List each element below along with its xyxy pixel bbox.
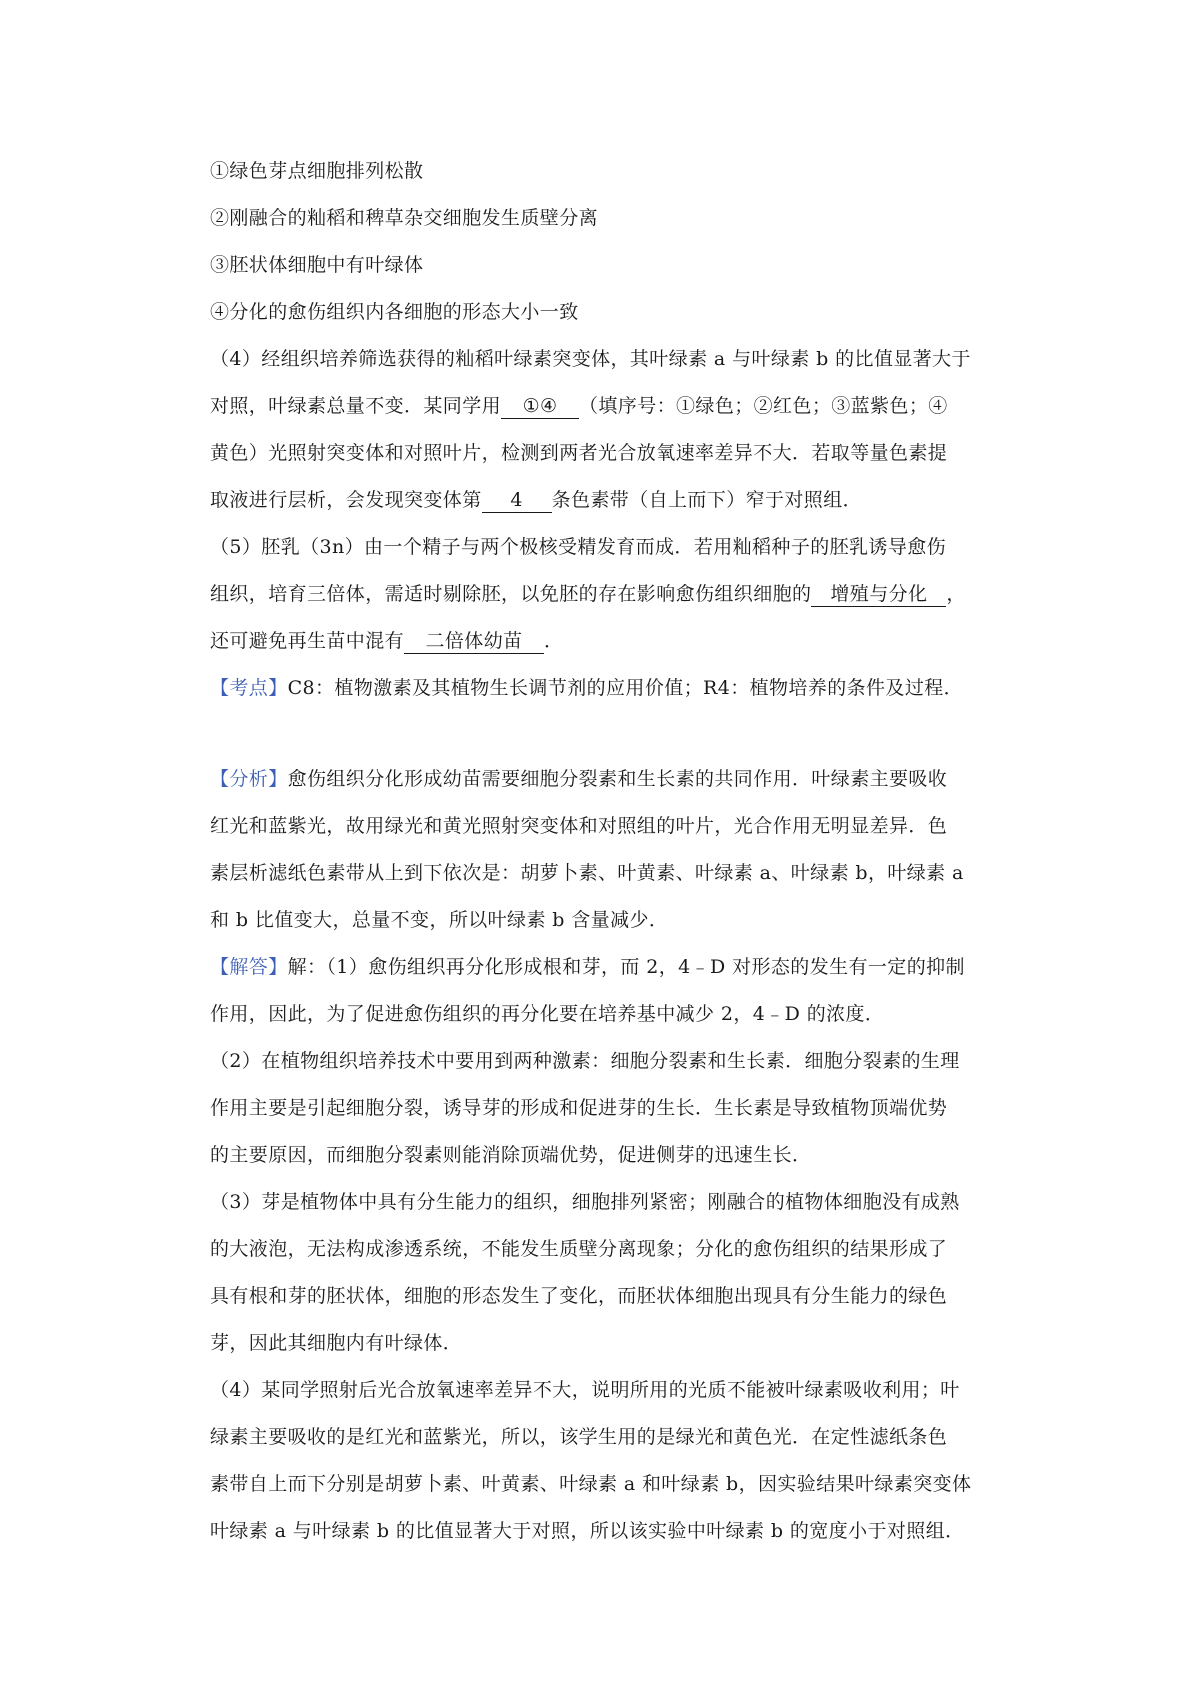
fenxi-line-1	[210, 756, 1020, 803]
answer-blank-2: 4	[482, 488, 552, 513]
jieda-p3-line-3: 具有根和芽的胚状体，细胞的形态发生了变化，而胚状体细胞出现具有分生能力的绿色	[210, 1285, 948, 1307]
jieda-p4-line-1: （4）某同学照射后光合放氧速率差异不大，说明所用的光质不能被叶绿素吸收利用；叶	[210, 1379, 960, 1401]
jieda-p3-line-2: 的大液泡，无法构成渗透系统，不能发生质壁分离现象；分化的愈伤组织的结果形成了	[210, 1238, 948, 1260]
q4-line-4-pre: 取液进行层析，会发现突变体第	[210, 489, 482, 511]
jieda-p2-line-3: 的主要原因，而细胞分裂素则能消除顶端优势，促进侧芽的迅速生长．	[210, 1144, 812, 1166]
q4-line-4	[210, 477, 1020, 524]
kaodian-tag: 【考点】	[210, 677, 288, 699]
fenxi-line-2: 红光和蓝紫光，故用绿光和黄光照射突变体和对照组的叶片，光合作用无明显差异．色	[210, 815, 948, 837]
q4-line-2-pre: 对照，叶绿素总量不变．某同学用	[210, 395, 502, 417]
q4-line-3: 黄色）光照射突变体和对照叶片，检测到两者光合放氧速率差异不大．若取等量色素提	[210, 442, 948, 464]
jieda-p3-line-1: （3）芽是植物体中具有分生能力的组织，细胞排列紧密；刚融合的植物体细胞没有成熟	[210, 1191, 960, 1213]
kaodian-section	[210, 665, 1020, 712]
fenxi-tag: 【分析】	[210, 768, 288, 790]
jieda-line-1	[210, 944, 1020, 991]
jieda-line-2: 作用，因此，为了促进愈伤组织的再分化要在培养基中减少 2，4﹣D 的浓度．	[210, 1003, 885, 1025]
jieda-p4-line-2: 绿素主要吸收的是红光和蓝紫光，所以，该学生用的是绿光和黄色光．在定性滤纸条色	[210, 1426, 948, 1448]
option-1: ①绿色芽点细胞排列松散	[210, 160, 424, 182]
section-spacer	[210, 712, 1020, 756]
q5-line-2-pre: 组织，培育三倍体，需适时剔除胚，以免胚的存在影响愈伤组织细胞的	[210, 583, 812, 605]
jieda-p2-line-1: （2）在植物组织培养技术中要用到两种激素：细胞分裂素和生长素．细胞分裂素的生理	[210, 1050, 960, 1072]
kaodian-text: C8：植物激素及其植物生长调节剂的应用价值；R4：植物培养的条件及过程．	[287, 677, 964, 699]
jieda-tag: 【解答】	[210, 956, 288, 978]
option-3: ③胚状体细胞中有叶绿体	[210, 254, 424, 276]
fenxi-line-3: 素层析滤纸色素带从上到下依次是：胡萝卜素、叶黄素、叶绿素 a、叶绿素 b，叶绿素 a	[210, 862, 964, 884]
jieda-p4-line-4: 叶绿素 a 与叶绿素 b 的比值显著大于对照，所以该实验中叶绿素 b 的宽度小于对照组．	[210, 1520, 965, 1542]
q5-line-2	[210, 571, 1020, 618]
fenxi-line-4: 和 b 比值变大，总量不变，所以叶绿素 b 含量减少．	[210, 909, 669, 931]
document-page	[210, 148, 1020, 1555]
option-2: ②刚融合的籼稻和稗草杂交细胞发生质壁分离	[210, 207, 599, 229]
answer-blank-3: 增殖与分化	[811, 582, 946, 607]
q4-line-4-post: 条色素带（自上而下）窄于对照组．	[551, 489, 863, 511]
jieda-p2-line-2: 作用主要是引起细胞分裂，诱导芽的形成和促进芽的生长．生长素是导致植物顶端优势	[210, 1097, 948, 1119]
jieda-p4-line-3: 素带自上而下分别是胡萝卜素、叶黄素、叶绿素 a 和叶绿素 b，因实验结果叶绿素突变体	[210, 1473, 972, 1495]
q4-line-2	[210, 383, 1020, 430]
q4-line-2-post: （填序号：①绿色；②红色；③蓝紫色；④	[579, 395, 948, 417]
q5-line-3-pre: 还可避免再生苗中混有	[210, 630, 405, 652]
q5-line-3	[210, 618, 1020, 665]
fenxi-line-1-text: 愈伤组织分化形成幼苗需要细胞分裂素和生长素的共同作用．叶绿素主要吸收	[287, 768, 948, 790]
jieda-line-1-text: 解：（1）愈伤组织再分化形成根和芽，而 2，4﹣D 对形态的发生有一定的抑制	[287, 956, 965, 978]
q4-line-1: （4）经组织培养筛选获得的籼稻叶绿素突变体，其叶绿素 a 与叶绿素 b 的比值显著大于	[210, 348, 971, 370]
q5-line-2-post: ，	[946, 583, 966, 605]
q5-line-3-post: ．	[544, 630, 564, 652]
answer-blank-4: 二倍体幼苗	[404, 629, 544, 654]
jieda-p3-line-4: 芽，因此其细胞内有叶绿体．	[210, 1332, 463, 1354]
answer-blank-1: ①④	[501, 394, 579, 419]
q5-line-1: （5）胚乳（3n）由一个精子与两个极核受精发育而成．若用籼稻种子的胚乳诱导愈伤	[210, 536, 947, 558]
option-4: ④分化的愈伤组织内各细胞的形态大小一致	[210, 301, 579, 323]
